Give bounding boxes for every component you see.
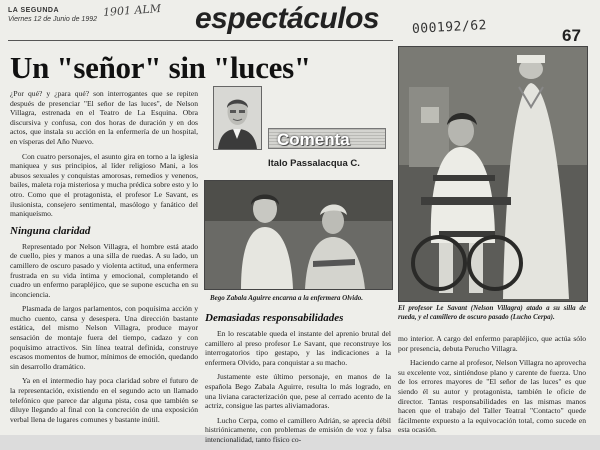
paragraph: Representado por Nelson Villagra, el hombre está atado de cuello, pies y manos a una silla de ruedas. A su lado, un camillero de oscuro pasado y violenta actitud, una enfermera frustrada en su vida íntima y emocional, completando el cuadro un enfermo parapléjico, que se supone escucha en su inconciencia. (10, 241, 198, 299)
photo-actress (204, 180, 393, 290)
author-portrait (213, 86, 262, 150)
paragraph: ¿Por qué? y ¿para qué? son interrogantes que se repiten después de presenciar "El señor de las luces", de Nelson Villagra, estrenada en el Teatro de La Esquina. Obra discursiva y confusa, con dos horas de duración y en dos actos, que instala su acción en la enfermería de un hospital, en vísperas del Año Nuevo. (10, 89, 198, 146)
article-column-3 (398, 334, 586, 440)
photo-caption-2: El profesor Le Savant (Nelson Villagra) atado a su silla de rueda, y el camillero de oscuro pasado (Lucho Cerpa). (398, 304, 586, 321)
photo-caption-1: Bego Zabala Aguirre encarna a la enfermera Olvido. (210, 294, 363, 302)
photo-actress-image (205, 181, 392, 289)
photo-professor (398, 46, 588, 302)
paragraph: Lucho Cerpa, como el camillero Adrián, se aprecia débil histriónicamente, con problemas de emisión de voz y falsa intencionalidad, tanto físico co- (205, 415, 391, 444)
byline: Italo Passalacqua C. (268, 158, 360, 169)
paragraph: En lo rescatable queda el instante del aprenio brutal del camillero al preso profesor Le Savant, que reconstruye los interrogatorios tipo gestapo, y las indicaciones a la enfermera Olvido, para conquistar a su macho. (205, 329, 391, 367)
publication-name: LA SEGUNDA (8, 7, 60, 14)
headline: Un "señor" sin "luces" (10, 50, 311, 85)
paragraph: Con cuatro personajes, el asunto gira en torno a la iglesia maniquea y sus principios, al líder religioso Mani, a los abusos sexuales y conquistas amorosas, remedios y venenos, bailes, maleta roja misteriosa y mucha prédica sobre esto y lo otro. Como que el protagonista, el profesor Le Savant, es ilusionista, consejero sentimental, masólogo y fanático del maniqueísmo. (10, 151, 198, 219)
article-column-2 (205, 306, 391, 450)
page-number: 67 (562, 26, 581, 45)
subhead: Demasiadas responsabilidades (205, 312, 344, 324)
subhead: Ninguna claridad (10, 224, 91, 237)
photo-professor-image (399, 47, 587, 301)
paragraph: Plasmada de largos parlamentos, con poquísima acción y mucho cuento, cansa y desespera. Una dirección bastante estática, del mismo Nelson Villagra, produce mayor sensación de montaje fuera del tiempo, cadazo y con poquísimo atractivos. Sin línea teatral definida, construye escasos momentos de humor, mínimos de emoción, quedando sin desarrollo dramático. (10, 304, 198, 371)
column-badge: Comenta (268, 128, 386, 149)
paragraph: Justamente este último personaje, en manos de la española Bego Zabala Aguirre, resulta lo más logrado, en una liviana caracterización que, pese al cerrado acento de la actriz, consigue las partes aliviamadoras. (205, 372, 391, 411)
article-column-1 (10, 89, 198, 429)
portrait-image (214, 87, 261, 149)
section-title: espectáculos (195, 2, 380, 35)
header-rule (8, 40, 393, 41)
publication-date: Viernes 12 de Junio de 1992 (8, 16, 97, 23)
paragraph: mo interior. A cargo del enfermo parapléjico, que actúa sólo por presencia, debuta Perucho Villagra. (398, 334, 586, 353)
paragraph: Ya en el intermedio hay poca claridad sobre el futuro de la representación, existiendo en el segundo acto un llamado telefónico que parece dar alguna pista, cosa que también se diluye llegando al final con la concreción de una exposición verbal llena de lugares comunes y bastante inútil. (10, 376, 198, 424)
handwritten-note: 1901 ALM (102, 1, 162, 20)
masthead-info (8, 6, 97, 24)
archive-number: 000192/62 (411, 18, 488, 37)
paragraph: Haciendo carne al profesor, Nelson Villagra no aprovecha su excelente voz, sintiéndose plano y carente de fuerza. Uno de los errores mayores de "El señor de las luces" es que siendo él su autor y protagonista, también le oficie de director. Tantas responsabilidades en las mismas manos hacen que el trabajo del Taller Teatral "Contacto" quede fácilmente expuesto a la equivocación total, como sucede en esta ocasión. (398, 358, 586, 435)
